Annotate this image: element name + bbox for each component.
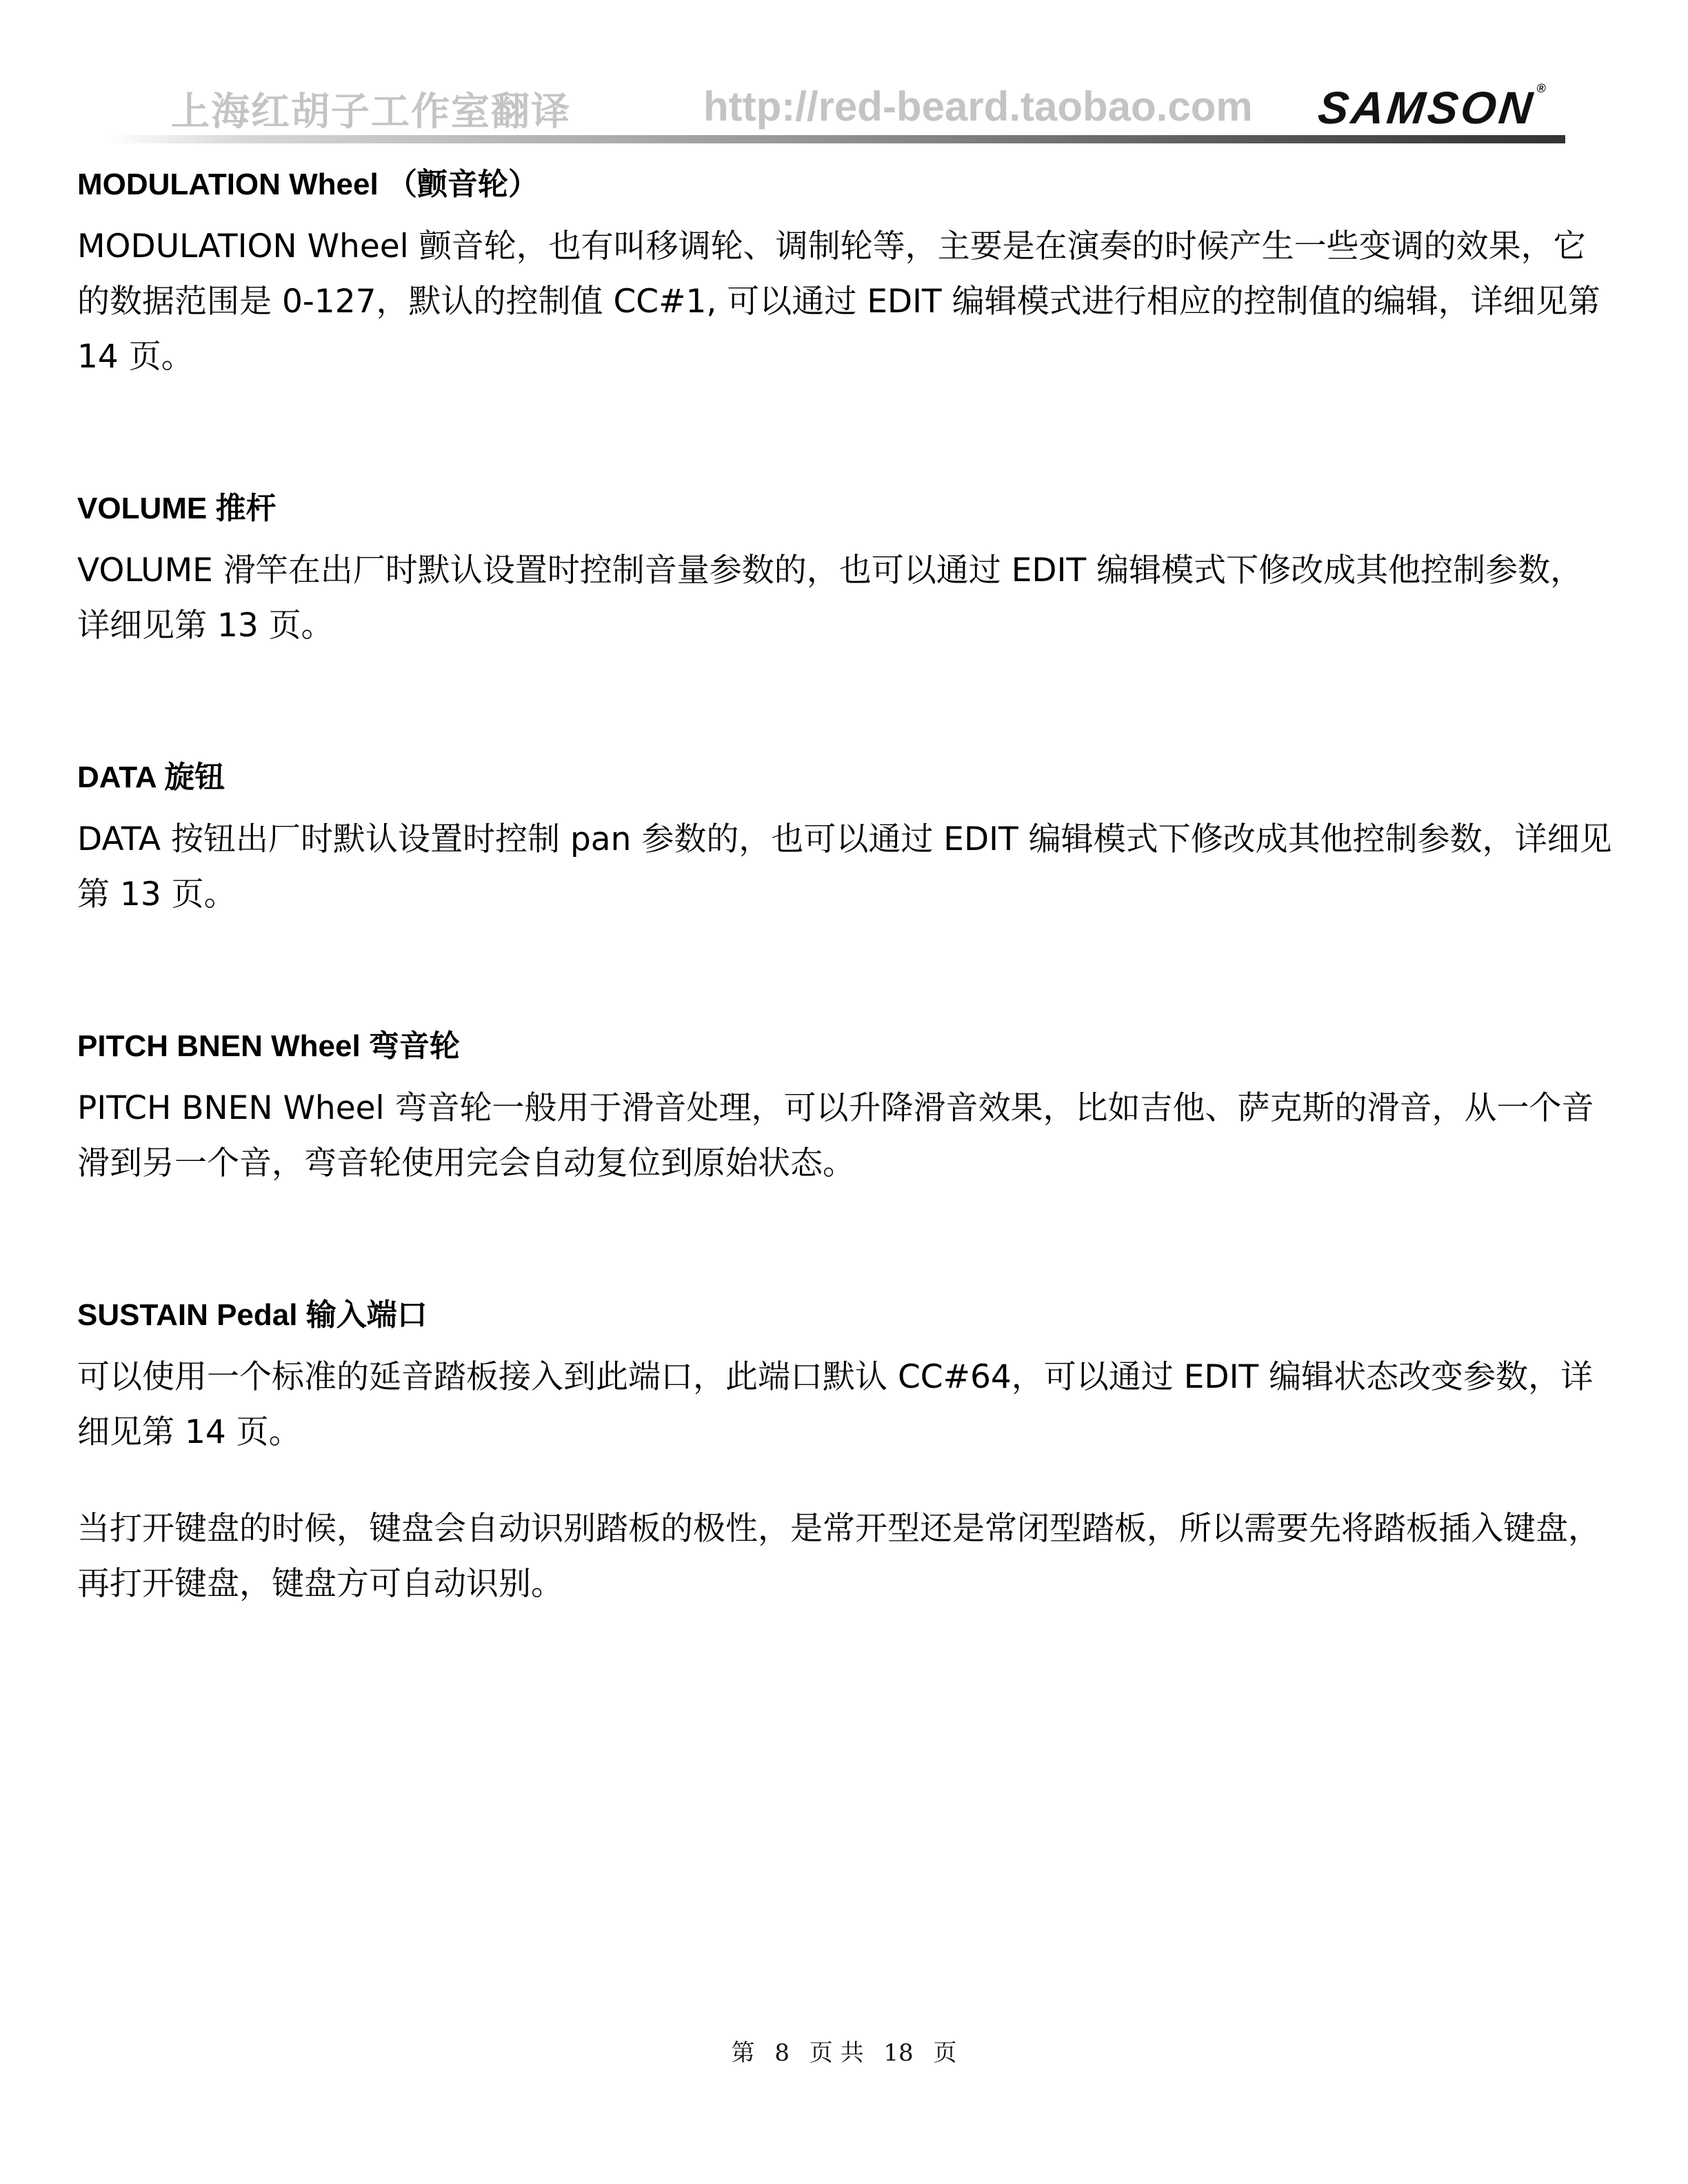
page-footer	[0, 2034, 1688, 2067]
section-body: PITCH BNEN Wheel 弯音轮一般用于滑音处理，可以升降滑音效果，比如吉他、萨克斯的滑音，从一个音滑到另一个音，弯音轮使用完会自动复位到原始状态。	[77, 1089, 1594, 1182]
section-body: DATA 按钮出厂时默认设置时控制 pan 参数的，也可以通过 EDIT 编辑模式下修改成其他控制参数，详细见第 13 页。	[77, 820, 1612, 913]
section-data-knob	[77, 757, 1615, 922]
registered-mark: ®	[1536, 81, 1549, 95]
section-title: SUSTAIN Pedal 输入端口	[77, 1298, 428, 1332]
section-body: MODULATION Wheel 颤音轮，也有叫移调轮、调制轮等，主要是在演奏的时候产生一些变调的效果，它的数据范围是 0-127，默认的控制值 CC#1, 可以通过 EDIT 编辑模式进行相应的控制值的编辑，详细见第 14 页。	[77, 228, 1600, 376]
footer-mid: 页 共	[809, 2039, 864, 2067]
logo-text: SAMSON	[1316, 82, 1538, 133]
section-modulation-wheel	[77, 164, 1615, 385]
document-body	[77, 164, 1615, 1612]
page-header	[0, 0, 1688, 152]
section-note: 当打开键盘的时候，键盘会自动识别踏板的极性，是常开型还是常闭型踏板，所以需要先将踏板插入键盘，再打开键盘，键盘方可自动识别。	[77, 1510, 1600, 1603]
header-rule	[103, 135, 1565, 143]
section-title: DATA 旋钮	[77, 760, 225, 794]
footer-suffix: 页	[933, 2039, 957, 2067]
section-title: VOLUME 推杆	[77, 492, 277, 525]
section-title: MODULATION Wheel （颤音轮）	[77, 168, 539, 201]
section-sustain-pedal	[77, 1295, 1615, 1612]
section-body: 可以使用一个标准的延音踏板接入到此端口，此端口默认 CC#64，可以通过 EDIT 编辑状态改变参数，详细见第 14 页。	[77, 1358, 1594, 1451]
section-title: PITCH BNEN Wheel 弯音轮	[77, 1029, 460, 1063]
watermark-studio-name: 上海红胡子工作室翻译	[171, 90, 571, 134]
section-volume	[77, 488, 1615, 654]
samson-logo	[1316, 81, 1549, 134]
footer-page-number: 8	[774, 2039, 790, 2067]
footer-total-pages: 18	[883, 2039, 914, 2067]
section-pitch-bend-wheel	[77, 1026, 1615, 1191]
footer-prefix: 第	[731, 2039, 755, 2067]
watermark-url: http://red-beard.taobao.com	[703, 83, 1253, 130]
section-body: VOLUME 滑竿在出厂时默认设置时控制音量参数的，也可以通过 EDIT 编辑模式下修改成其他控制参数，详细见第 13 页。	[77, 552, 1583, 645]
